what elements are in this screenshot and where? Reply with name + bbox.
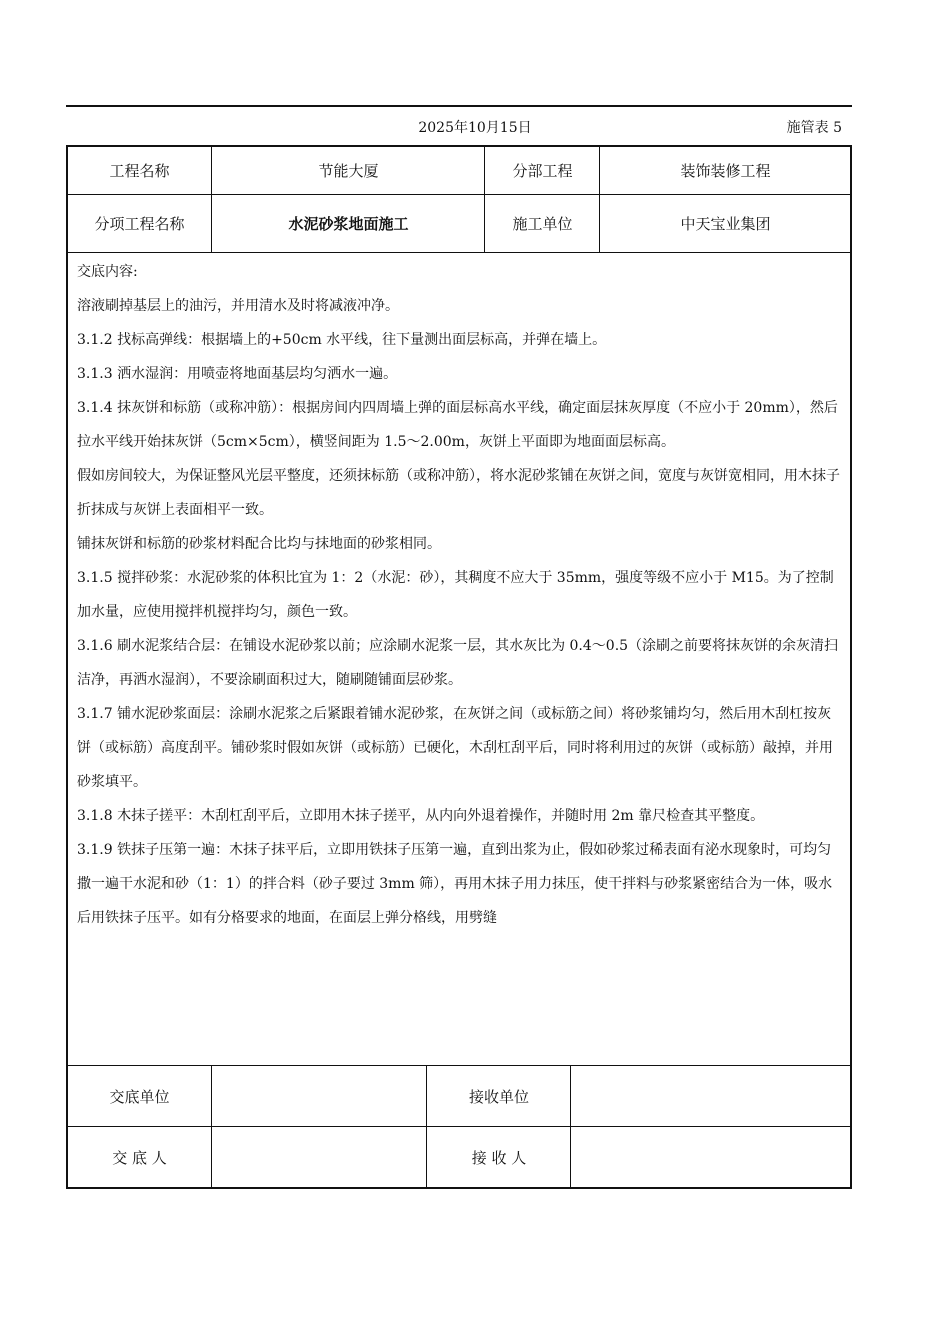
- content-paragraph: 3.1.4 抹灰饼和标筋（或称冲筋）：根据房间内四周墙上弹的面层标高水平线，确定面层抹灰厚度（不应小于 20mm），然后拉水平线开始抹灰饼（5cm×5cm），横竖间距为 1.5～2.00m，灰饼上平面即为地面面层标高。: [77, 400, 838, 450]
- disclosure-form: [66, 145, 852, 1189]
- project-name-label: 工程名称: [109, 162, 170, 180]
- receiver-unit-value[interactable]: [570, 1066, 851, 1126]
- content-paragraph: 3.1.2 找标高弹线：根据墙上的+50cm 水平线，往下量测出面层标高，并弹在墙上。: [77, 332, 607, 348]
- content-paragraph: 3.1.9 铁抹子压第一遍：木抹子抹平后，立即用铁抹子压第一遍，直到出浆为止，假如砂浆过稀表面有泌水现象时，可均匀撒一遍干水泥和砂（1：1）的拌合料（砂子要过 3mm 筛），再用木抹子用力抹压，使干拌料与砂浆紧密结合为一体，吸水后用铁抹子压平。如有分格要求的地面，在面层上弹分格线，用劈缝: [77, 842, 833, 926]
- document-date: 2025年10月15日: [418, 120, 532, 136]
- content-paragraph: 铺抹灰饼和标筋的砂浆材料配合比均与抹地面的砂浆相同。: [77, 536, 441, 552]
- division-label: 分部工程: [484, 147, 600, 194]
- issuer-unit-value[interactable]: [211, 1066, 427, 1126]
- content-body: [77, 255, 843, 935]
- division-value: 装饰装修工程: [599, 147, 851, 194]
- row-units: [68, 1066, 850, 1127]
- contractor-label: 施工单位: [484, 195, 600, 252]
- issuer-unit-label: 交底单位: [109, 1087, 170, 1106]
- issuer-person-label: 交 底 人: [112, 1148, 167, 1167]
- form-number: 施管表 5: [786, 120, 842, 136]
- content-label: 交底内容:: [77, 264, 138, 280]
- issuer-person-value[interactable]: [211, 1127, 427, 1187]
- receiver-person-label: 接 收 人: [426, 1127, 571, 1187]
- subitem-label: 分项工程名称: [94, 215, 185, 233]
- content-paragraph: 溶液刷掉基层上的油污，并用清水及时将减液冲净。: [77, 298, 399, 314]
- content-paragraph: 3.1.7 铺水泥砂浆面层：涂刷水泥浆之后紧跟着铺水泥砂浆，在灰饼之间（或标筋之间）将砂浆铺均匀，然后用木刮杠按灰饼（或标筋）高度刮平。铺砂浆时假如灰饼（或标筋）已硬化，木刮杠刮平后，同时将利用过的灰饼（或标筋）敲掉，并用砂浆填平。: [77, 706, 833, 790]
- content-paragraph: 3.1.5 搅拌砂浆：水泥砂浆的体积比宜为 1：2（水泥：砂），其稠度不应大于 35mm，强度等级不应小于 M15。为了控制加水量，应使用搅拌机搅拌均匀，颜色一致。: [77, 570, 834, 620]
- contractor-value: 中天宝业集团: [599, 195, 851, 252]
- row-project: [68, 147, 850, 195]
- content-paragraph: 3.1.8 木抹子搓平：木刮杠刮平后，立即用木抹子搓平，从内向外退着操作，并随时用 2m 靠尺检查其平整度。: [77, 808, 765, 824]
- receiver-person-value[interactable]: [570, 1127, 851, 1187]
- project-name-value: 节能大厦: [211, 147, 485, 194]
- content-paragraph: 3.1.6 刷水泥浆结合层：在铺设水泥砂浆以前；应涂刷水泥浆一层，其水灰比为 0.4～0.5（涂刷之前要将抹灰饼的余灰清扫洁净，再洒水湿润），不要涂刷面积过大，随刷随铺面层砂浆。: [77, 638, 839, 688]
- receiver-unit-label: 接收单位: [426, 1066, 571, 1126]
- content-paragraph: 假如房间较大，为保证整风光层平整度，还须抹标筋（或称冲筋），将水泥砂浆铺在灰饼之间，宽度与灰饼宽相同，用木抹子折抹成与灰饼上表面相平一致。: [77, 468, 840, 518]
- row-subitem: [68, 195, 850, 253]
- top-rule: [66, 105, 852, 107]
- row-persons: [68, 1127, 850, 1187]
- subitem-value: 水泥砂浆地面施工: [211, 195, 485, 252]
- content-paragraph: 3.1.3 洒水湿润：用喷壶将地面基层均匀洒水一遍。: [77, 366, 398, 382]
- disclosure-content: [68, 253, 850, 1066]
